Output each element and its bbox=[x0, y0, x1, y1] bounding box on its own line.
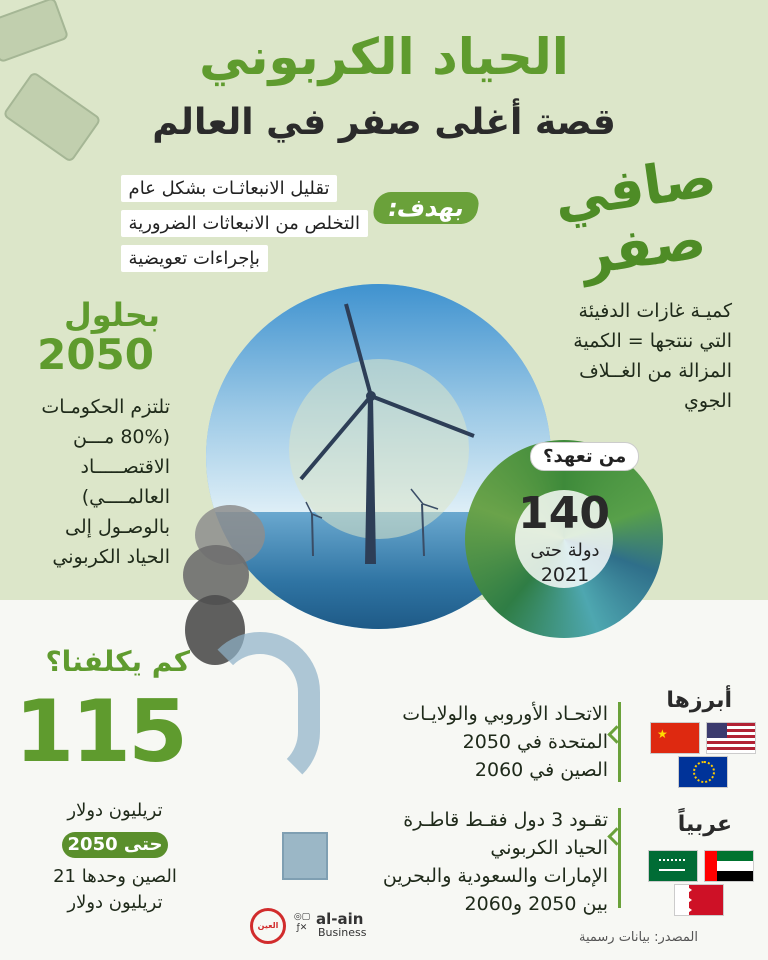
by-2050-line: (80% مـــن bbox=[72, 426, 170, 448]
cost-amount: 115 bbox=[14, 682, 185, 782]
social-icons bbox=[290, 912, 314, 934]
goal-list bbox=[121, 175, 368, 272]
eu-flag bbox=[678, 756, 728, 788]
facebook-icon: ƒ✕ bbox=[296, 923, 308, 933]
arab-divider bbox=[618, 808, 621, 908]
by-2050-line: الاقتصـــــاد bbox=[80, 456, 170, 478]
goal-item: بإجراءات تعويضية bbox=[121, 245, 268, 272]
arab-label: عربياً bbox=[677, 812, 732, 837]
net-zero-definition bbox=[522, 296, 732, 416]
brand-logo bbox=[250, 908, 286, 944]
page-subtitle: قصة أغلى صفر في العالم bbox=[152, 102, 616, 143]
instagram-icon: ◎▢ bbox=[293, 912, 311, 922]
leaders-text bbox=[358, 700, 608, 784]
goal-label: بهدف: bbox=[371, 192, 481, 224]
definition-line: التي ننتجها = الكمية bbox=[573, 330, 732, 352]
by-2050-heading: بحلول bbox=[64, 296, 160, 334]
arab-text bbox=[348, 806, 608, 918]
net-zero-logo bbox=[532, 145, 748, 302]
question-mark-dot bbox=[282, 832, 328, 880]
page-title: الحياد الكربوني bbox=[199, 28, 569, 86]
arab-line: الحياد الكربوني bbox=[490, 837, 608, 859]
by-2050-line: تلتزم الحكومـات bbox=[41, 396, 170, 418]
definition-line: الجوي bbox=[683, 390, 732, 412]
usa-flag bbox=[706, 722, 756, 754]
brand-name: al-ain bbox=[316, 910, 364, 928]
saudi-flag bbox=[648, 850, 698, 882]
net-zero-logo-text: صفر bbox=[577, 207, 710, 288]
net-zero-logo-text: صافي bbox=[550, 145, 720, 231]
arab-line: تقـود 3 دول فقـط قاطـرة bbox=[403, 809, 608, 831]
by-2050-year: 2050 bbox=[37, 330, 154, 379]
arab-line: الإمارات والسعودية والبحرين bbox=[382, 865, 608, 887]
committed-line1: دولة حتى bbox=[530, 540, 600, 561]
by-2050-line: العالمــــي) bbox=[81, 486, 170, 508]
leaders-divider bbox=[618, 702, 621, 782]
question-mark-shape bbox=[200, 632, 320, 792]
definition-line: المزالة من الغــلاف bbox=[579, 360, 732, 382]
definition-line: كميـة غازات الدفيئة bbox=[578, 300, 732, 322]
arab-line: بين 2050 و2060 bbox=[464, 893, 608, 915]
goal-item: تقليل الانبعاثـات بشكل عام bbox=[121, 175, 338, 202]
leaders-line: المتحدة في 2050 bbox=[462, 731, 608, 753]
source-text: المصدر: بيانات رسمية bbox=[578, 930, 698, 945]
by-2050-line: بالوصـول إلى bbox=[65, 516, 170, 538]
leaders-line: الصين في 2060 bbox=[474, 759, 608, 781]
china-cost-line: الصين وحدها 21 bbox=[53, 866, 177, 887]
committed-year: 2021 bbox=[540, 564, 590, 586]
china-flag: ★ bbox=[650, 722, 700, 754]
china-cost-line: تريليون دولار bbox=[67, 892, 163, 913]
goal-item: التخلص من الانبعاثات الضرورية bbox=[121, 210, 368, 237]
by-2050-line: الحياد الكربوني bbox=[52, 546, 170, 568]
uae-flag bbox=[704, 850, 754, 882]
who-committed-label: من تعهد؟ bbox=[530, 442, 639, 471]
cost-unit: تريليون دولار bbox=[67, 800, 163, 821]
brand-logo-text: العين bbox=[257, 921, 279, 930]
cost-until-badge: حتى 2050 bbox=[62, 832, 168, 858]
bahrain-flag bbox=[674, 884, 724, 916]
leaders-line: الاتحـاد الأوروبي والولايـات bbox=[402, 703, 608, 725]
brand-sub: Business bbox=[318, 926, 367, 939]
by-2050-text bbox=[20, 392, 170, 572]
committed-count: 140 bbox=[518, 488, 610, 539]
leaders-label: أبرزها bbox=[666, 688, 732, 713]
cost-question: كم يكلفنا؟ bbox=[45, 645, 190, 678]
